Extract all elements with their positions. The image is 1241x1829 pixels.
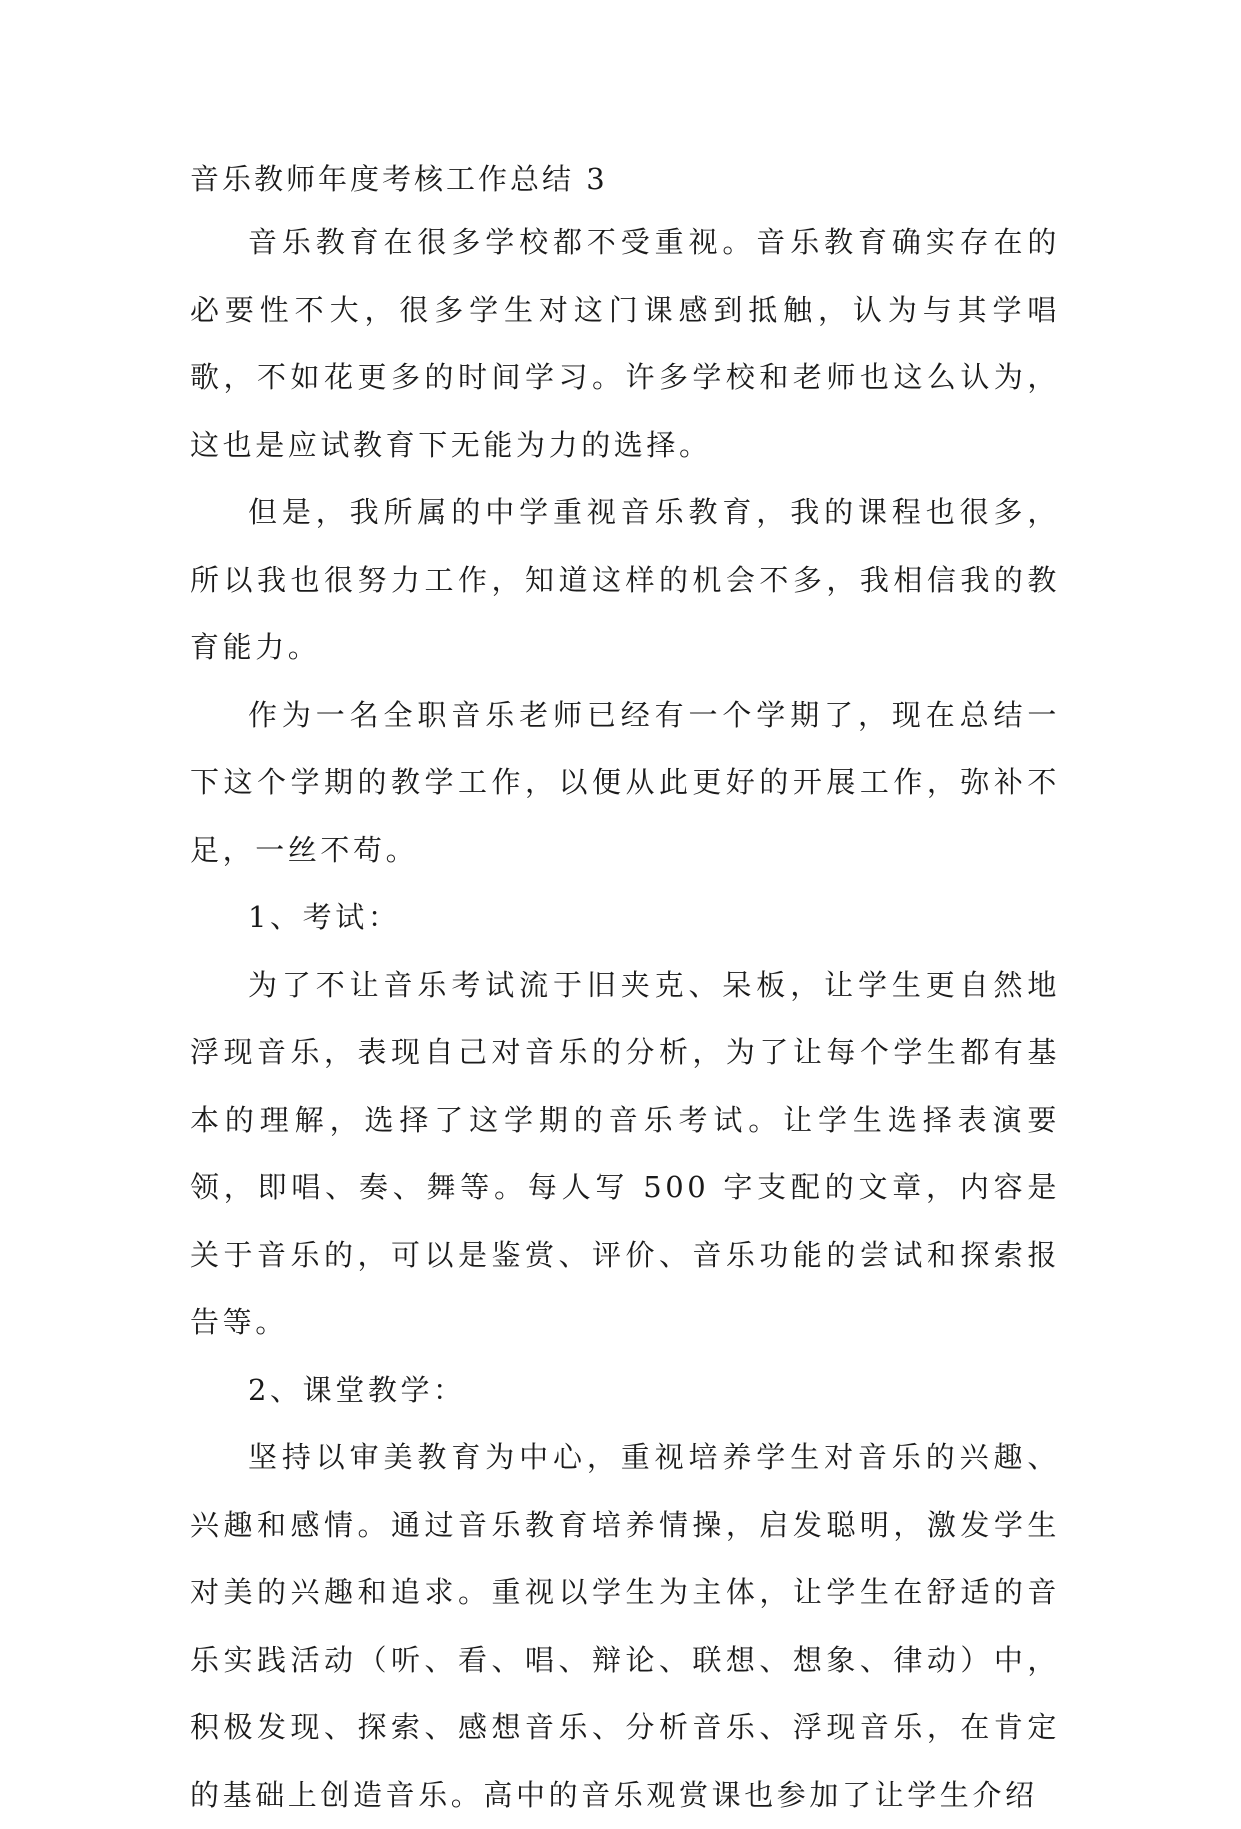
section-heading-exam: 1、考试： bbox=[248, 900, 401, 934]
paragraph-school: 但是，我所属的中学重视音乐教育，我的课程也很多，所以我也很努力工作，知道这样的机会不多，我相信我的教育能力。 bbox=[190, 495, 1060, 664]
section-heading-classroom: 2、课堂教学： bbox=[248, 1372, 466, 1407]
section-body-classroom: 坚持以审美教育为中心，重视培养学生对音乐的兴趣、兴趣和感情。通过音乐教育培养情操，启发聪明，激发学生对美的兴趣和追求。重视以学生为主体，让学生在舒适的音乐实践活动（听、看、唱、辩论、联想、想象、律动）中，积极发现、探索、感想音乐、分析音乐、浮现音乐，在肯定的基础上创造音乐。高中的音乐观赏课也参加了让学生介绍 bbox=[190, 1440, 1060, 1812]
document-title: 音乐教师年度考核工作总结 3 bbox=[190, 162, 608, 196]
paragraph-intro: 音乐教育在很多学校都不受重视。音乐教育确实存在的必要性不大，很多学生对这门课感到抵触，认为与其学唱歌，不如花更多的时间学习。许多学校和老师也这么认为，这也是应试教育下无能为力的选择。 bbox=[190, 225, 1060, 462]
document-page bbox=[190, 158, 1060, 1829]
section-body-exam: 为了不让音乐考试流于旧夹克、呆板，让学生更自然地浮现音乐，表现自己对音乐的分析，为了让每个学生都有基本的理解，选择了这学期的音乐考试。让学生选择表演要领，即唱、奏、舞等。每人写 500 字支配的文章，内容是关于音乐的，可以是鉴赏、评价、音乐功能的尝试和探索报告等。 bbox=[190, 967, 1060, 1339]
paragraph-summary: 作为一名全职音乐老师已经有一个学期了，现在总结一下这个学期的教学工作，以便从此更好的开展工作，弥补不足，一丝不苟。 bbox=[190, 697, 1060, 867]
